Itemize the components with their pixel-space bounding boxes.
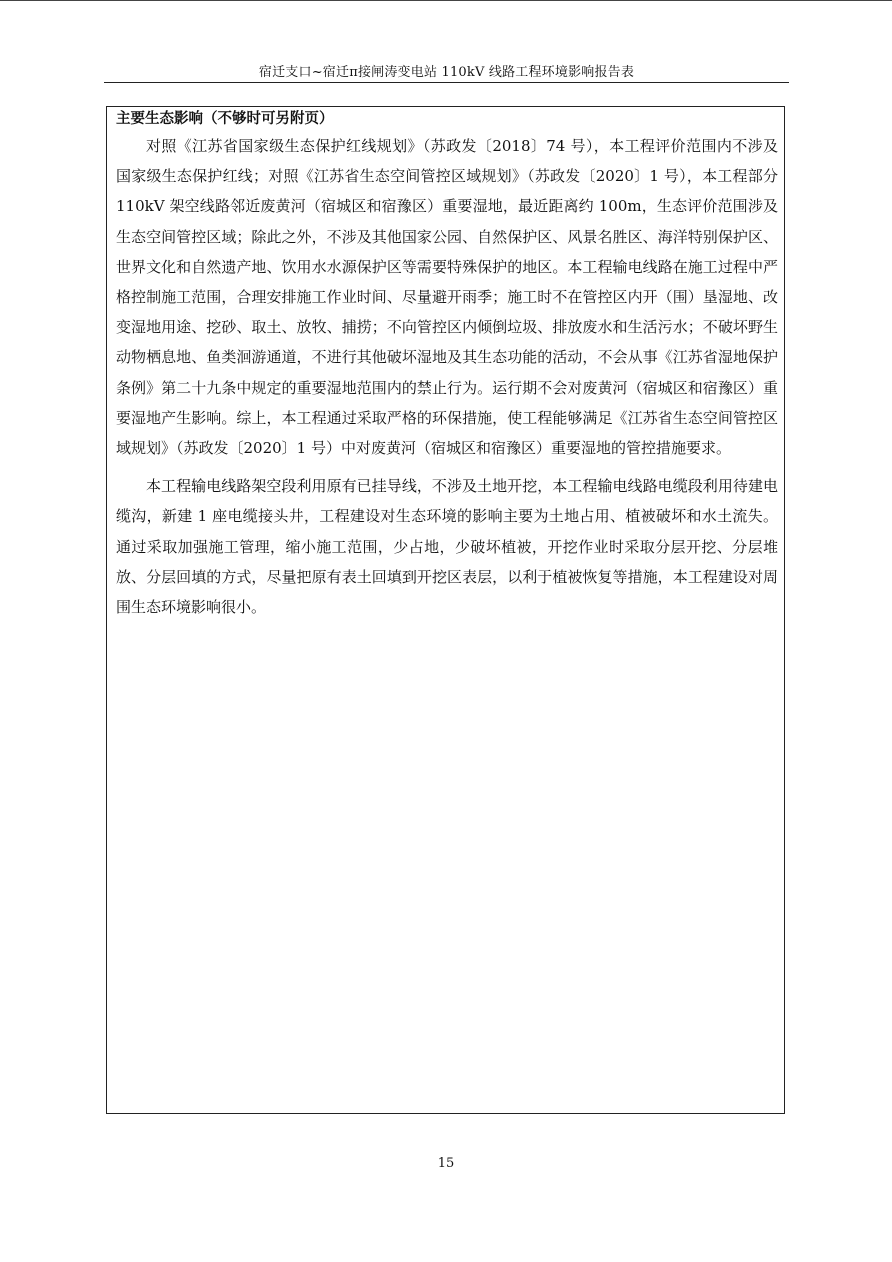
section-body (116, 131, 778, 622)
document-header-title: 宿迁支口~宿迁π接闸涛变电站 110kV 线路工程环境影响报告表 (258, 65, 635, 80)
header-divider (104, 82, 789, 83)
paragraph-1: 对照《江苏省国家级生态保护红线规划》（苏政发〔2018〕74 号），本工程评价范围内不涉及国家级生态保护红线；对照《江苏省生态空间管控区域规划》（苏政发〔2020〕1 号），本工程部分 110kV 架空线路邻近废黄河（宿城区和宿豫区）重要湿地，最近距离约 100m，生态评价范围涉及生态空间管控区域；除此之外，不涉及其他国家公园、自然保护区、风景名胜区、海洋特别保护区、世界文化和自然遗产地、饮用水水源保护区等需要特殊保护的地区。本工程输电线路在施工过程中严格控制施工范围，合理安排施工作业时间、尽量避开雨季；施工时不在管控区内开（围）垦湿地、改变湿地用途、挖砂、取土、放牧、捕捞；不向管控区内倾倒垃圾、排放废水和生活污水；不破坏野生动物栖息地、鱼类洄游通道，不进行其他破坏湿地及其生态功能的活动，不会从事《江苏省湿地保护条例》第二十九条中规定的重要湿地范围内的禁止行为。运行期不会对废黄河（宿城区和宿豫区）重要湿地产生影响。综上，本工程通过采取严格的环保措施，使工程能够满足《江苏省生态空间管控区域规划》（苏政发〔2020〕1 号）中对废黄河（宿城区和宿豫区）重要湿地的管控措施要求。 (116, 137, 778, 458)
page-top-border (0, 0, 892, 1)
section-heading: 主要生态影响（不够时可另附页） (116, 111, 334, 127)
ecological-impact-table-cell (106, 106, 785, 1114)
paragraph-2: 本工程输电线路架空段利用原有已挂导线，不涉及土地开挖，本工程输电线路电缆段利用待建电缆沟，新建 1 座电缆接头井，工程建设对生态环境的影响主要为土地占用、植被破坏和水土流失。通过采取加强施工管理，缩小施工范围，少占地，少破坏植被，开挖作业时采取分层开挖、分层堆放、分层回填的方式，尽量把原有表土回填到开挖区表层，以利于植被恢复等措施，本工程建设对周围生态环境影响很小。 (116, 477, 778, 617)
page-number: 15 (437, 1156, 455, 1171)
